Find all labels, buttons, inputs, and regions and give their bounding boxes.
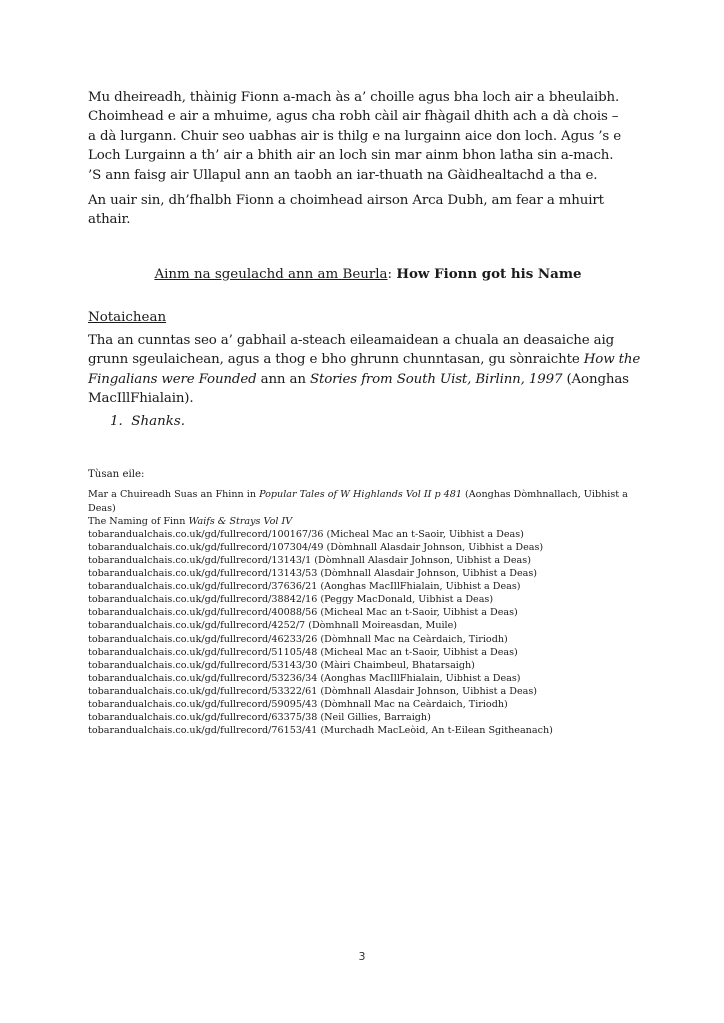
source-record: tobarandualchais.co.uk/gd/fullrecord/100167/36 (Micheal Mac an t-Saoir, Uibhist a Deas) xyxy=(88,528,524,540)
text-line: athair. xyxy=(88,212,131,228)
source-record: tobarandualchais.co.uk/gd/fullrecord/76153/41 (Murchadh MacLeòid, An t-Eilean Sgitheanach) xyxy=(88,725,553,737)
notes-paragraph xyxy=(88,331,648,409)
source-record: tobarandualchais.co.uk/gd/fullrecord/59095/43 (Dòmhnall Mac na Ceàrdaich, Tiriodh) xyxy=(88,698,508,710)
source-text: The Naming of Finn xyxy=(88,515,189,527)
source-title: Popular Tales of W Highlands Vol II p 481 xyxy=(259,489,462,501)
notes-text: ann an xyxy=(256,371,310,387)
source-record: tobarandualchais.co.uk/gd/fullrecord/53322/61 (Dòmhnall Alasdair Johnson, Uibhist a Deas) xyxy=(88,685,538,697)
notes-text: (Aonghas MacIllFhialain). xyxy=(88,371,629,407)
source-record: tobarandualchais.co.uk/gd/fullrecord/53143/30 (Màiri Chaimbeul, Bhatarsaigh) xyxy=(88,659,475,671)
story-paragraph-ending xyxy=(88,88,648,185)
text-line: Loch Lurgainn a th’ air a bhith air an loch sin mar ainm bhon latha sin a-mach. xyxy=(88,148,614,164)
notes-source-title: Stories from South Uist, Birlinn, 1997 xyxy=(309,371,563,387)
text-line: ’S ann faisg air Ullapul ann an taobh an iar-thuath na Gàidhealtachd a tha e. xyxy=(88,167,598,183)
source-record: tobarandualchais.co.uk/gd/fullrecord/53236/34 (Aonghas MacIllFhialain, Uibhist a Deas) xyxy=(88,672,521,684)
page-number: 3 xyxy=(358,950,366,963)
list-number: 1. xyxy=(110,414,132,430)
source-record: tobarandualchais.co.uk/gd/fullrecord/46233/26 (Dòmhnall Mac na Ceàrdaich, Tiriodh) xyxy=(88,633,508,645)
english-title-label: Ainm na sgeulachd ann am Beurla xyxy=(154,266,388,282)
source-record: tobarandualchais.co.uk/gd/fullrecord/38842/16 (Peggy MacDonald, Uibhist a Deas) xyxy=(88,594,494,606)
english-title-line xyxy=(88,266,648,282)
source-text: (Aonghas Dòmhnallach, Uibhist a Deas) xyxy=(88,489,628,514)
notes-text: Tha an cunntas seo a’ gabhail a-steach eileamaidean a chuala an deasaiche aig grunn sgeulaichean, agus a thog e bho ghrunn chunntasan, gu sònraichte xyxy=(88,332,615,368)
list-item: Shanks. xyxy=(131,414,185,430)
source-record: tobarandualchais.co.uk/gd/fullrecord/37636/21 (Aonghas MacIllFhialain, Uibhist a Deas) xyxy=(88,581,521,593)
source-record: tobarandualchais.co.uk/gd/fullrecord/107304/49 (Dòmhnall Alasdair Johnson, Uibhist a Deas) xyxy=(88,541,544,553)
source-record: tobarandualchais.co.uk/gd/fullrecord/51105/48 (Micheal Mac an t-Saoir, Uibhist a Deas) xyxy=(88,646,518,658)
source-record: tobarandualchais.co.uk/gd/fullrecord/40088/56 (Micheal Mac an t-Saoir, Uibhist a Deas) xyxy=(88,607,518,619)
notes-book-title: How the Fingalians were Founded xyxy=(88,352,641,387)
source-entry xyxy=(88,488,648,514)
source-entry xyxy=(88,515,648,528)
separator: : xyxy=(387,266,397,282)
text-line: a dà lurgann. Chuir seo uabhas air is thilg e na lurgainn aice don loch. Agus ’s e xyxy=(88,128,622,144)
text-line: An uair sin, dh’fhalbh Fionn a choimhead airson Arca Dubh, am fear a mhuirt xyxy=(88,193,604,209)
notes-heading: Notaichean xyxy=(88,309,167,325)
source-record: tobarandualchais.co.uk/gd/fullrecord/13143/53 (Dòmhnall Alasdair Johnson, Uibhist a Deas) xyxy=(88,568,538,580)
notes-list xyxy=(110,414,648,429)
story-paragraph-final xyxy=(88,191,648,230)
text-line: Mu dheireadh, thàinig Fionn a-mach às a’ choille agus bha loch air a bheulaibh. xyxy=(88,90,620,105)
source-record: tobarandualchais.co.uk/gd/fullrecord/4252/7 (Dòmhnall Moireasdan, Muile) xyxy=(88,620,458,632)
source-title: Waifs & Strays Vol IV xyxy=(188,515,293,527)
sources-heading: Tùsan eile: xyxy=(88,469,145,481)
source-record: tobarandualchais.co.uk/gd/fullrecord/13143/1 (Dòmhnall Alasdair Johnson, Uibhist a Deas) xyxy=(88,554,531,566)
document-page xyxy=(88,88,648,737)
english-title: How Fionn got his Name xyxy=(396,265,582,282)
source-record: tobarandualchais.co.uk/gd/fullrecord/63375/38 (Neil Gillies, Barraigh) xyxy=(88,712,431,724)
sources-list xyxy=(88,488,648,737)
text-line: Choimhead e air a mhuime, agus cha robh càil air fhàgail dhith ach a dà chois – xyxy=(88,109,619,125)
source-text: Mar a Chuireadh Suas an Fhinn in xyxy=(88,489,260,501)
